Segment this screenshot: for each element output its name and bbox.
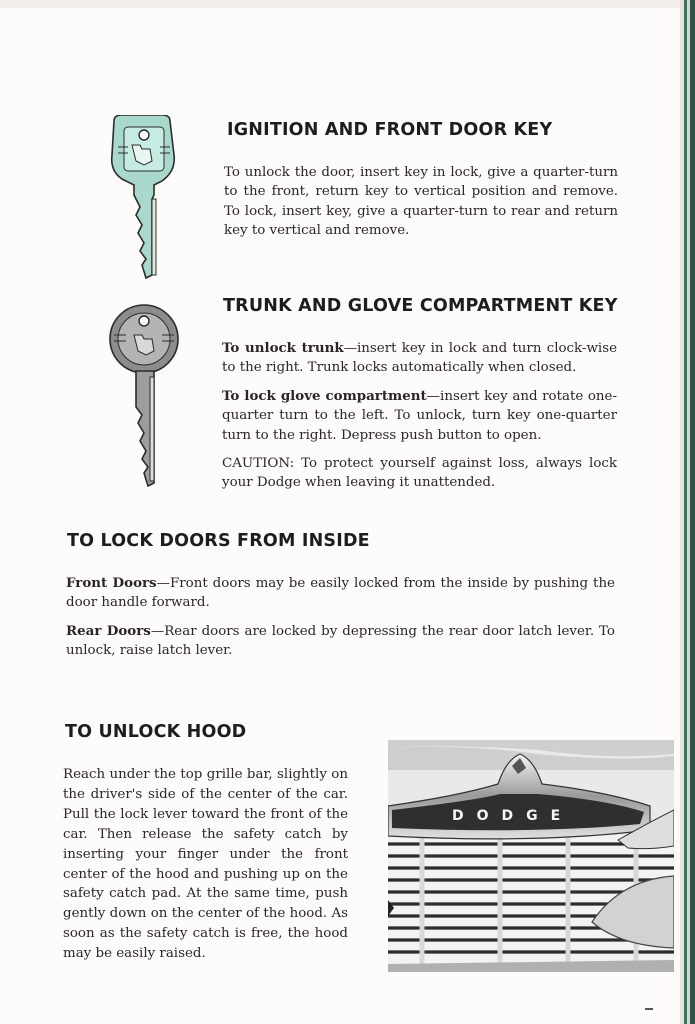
- trunk-key-illustration: [106, 303, 186, 487]
- rear-doors-lead: Rear Doors: [66, 623, 151, 639]
- unlock-trunk-instructions: [222, 339, 617, 378]
- glove-compartment-instructions: [222, 387, 617, 445]
- front-doors-instructions: [66, 574, 615, 613]
- heading-lock-doors: TO LOCK DOORS FROM INSIDE: [67, 531, 370, 551]
- heading-ignition-key: IGNITION AND FRONT DOOR KEY: [227, 120, 553, 140]
- heading-trunk-key: TRUNK AND GLOVE COMPARTMENT KEY: [223, 296, 618, 316]
- glove-compartment-lead: To lock glove compartment: [222, 388, 427, 404]
- dodge-grille-illustration: [388, 740, 674, 972]
- caution-note: CAUTION: To protect yourself against loss, always lock your Dodge when leaving it unattended.: [222, 456, 617, 491]
- rear-doors-instructions: [66, 622, 615, 661]
- rear-doors-text: —Rear doors are locked by depressing the rear door latch lever. To unlock, raise latch lever.: [66, 624, 615, 659]
- page-mark: [645, 1008, 653, 1010]
- unlock-trunk-text: —insert key in lock and turn clock-wise to the right. Trunk locks automatically when closed.: [222, 341, 618, 376]
- unlock-trunk-lead: To unlock trunk: [222, 340, 344, 356]
- dodge-emblem-text: DODGE: [452, 808, 574, 824]
- heading-unlock-hood: TO UNLOCK HOOD: [65, 722, 247, 742]
- ignition-key-illustration: [106, 115, 182, 283]
- glove-compartment-text: —insert key and rotate one-quarter turn to the left. To unlock, turn key one-quarter turn to the right. Depress push button to open.: [222, 389, 617, 443]
- front-doors-text: —Front doors may be easily locked from the inside by pushing the door handle forward.: [66, 576, 615, 611]
- cover-edge-outer: [690, 0, 695, 1024]
- ignition-key-instructions: To unlock the door, insert key in lock, give a quarter-turn to the front, return key to vertical position and remove. To lock, insert key, give a quarter-turn to rear and return key to vertical and remove.: [224, 165, 618, 238]
- front-doors-lead: Front Doors: [66, 575, 157, 591]
- unlock-hood-instructions: Reach under the top grille bar, slightly on the driver's side of the center of the car. Pull the lock lever toward the front of the car. Then release the safety catch by inserting your finger under the front center of the hood and pushing up on the safety catch pad. At the same time, push gently down on the center of the hood. As soon as the safety catch is free, the hood may be easily raised.: [63, 767, 348, 962]
